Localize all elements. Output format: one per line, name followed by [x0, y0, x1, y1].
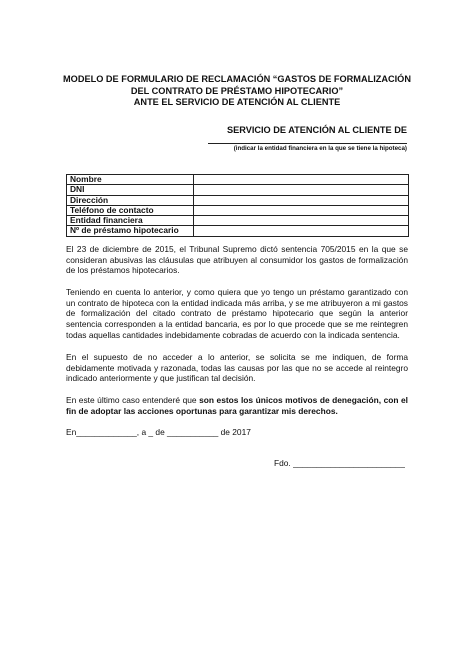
signature-line[interactable]: Fdo. ________________________: [274, 458, 405, 468]
row-label-direccion: Dirección: [67, 195, 194, 205]
row-label-nombre: Nombre: [67, 175, 194, 185]
table-row: [67, 195, 409, 205]
table-row: [67, 226, 409, 236]
paragraph-derechos-bold: son estos los únicos motivos de denegación, con el fin de adoptar las acciones oportunas para garantizar mis derechos.: [66, 395, 408, 416]
paragraph-sentencia: El 23 de diciembre de 2015, el Tribunal Supremo dictó sentencia 705/2015 en la que se consideran abusivas las cláusulas que atribuyen al consumidor los gastos de formalización de los préstamos hipotecarios.: [66, 244, 408, 276]
row-label-dni: DNI: [67, 185, 194, 195]
document-title: [40, 74, 434, 109]
paragraph-denegacion: En el supuesto de no acceder a lo anterior, se solicita se me indiquen, de forma debidamente motivada y razonada, todas las causas por las que no se accede al reintegro indicado anteriormente y que justifican tal decisión.: [66, 352, 408, 384]
row-value-prestamo[interactable]: [194, 226, 409, 236]
entity-blank-line[interactable]: [208, 143, 407, 144]
title-line-1: MODELO DE FORMULARIO DE RECLAMACIÓN “GASTOS DE FORMALIZACIÓN: [63, 74, 411, 84]
paragraph-derechos: [66, 395, 408, 416]
row-value-telefono[interactable]: [194, 205, 409, 215]
table-row: [67, 175, 409, 185]
row-label-telefono: Teléfono de contacto: [67, 205, 194, 215]
row-label-prestamo: Nº de préstamo hipotecario: [67, 226, 194, 236]
row-label-entidad: Entidad financiera: [67, 216, 194, 226]
row-value-nombre[interactable]: [194, 175, 409, 185]
table-row: [67, 205, 409, 215]
row-value-entidad[interactable]: [194, 216, 409, 226]
paragraph-derechos-normal: En este último caso entenderé que: [66, 395, 200, 405]
entity-hint: (indicar la entidad financiera en la que se tiene la hipoteca): [233, 145, 407, 152]
table-row: [67, 216, 409, 226]
row-value-dni[interactable]: [194, 185, 409, 195]
row-value-direccion[interactable]: [194, 195, 409, 205]
paragraph-reintegro: Teniendo en cuenta lo anterior, y como quiera que yo tengo un préstamo garantizado con un contrato de hipoteca con la entidad indicada más arriba, y se me atribuyeron a mi gastos de formalización del citado contrato de préstamo hipotecario que según la anterior sentencia corresponden a la entidad bancaria, es por lo que procede que se me reintegren todas aquellas cantidades indebidamente cobradas de acuerdo con la indicada sentencia.: [66, 287, 408, 340]
personal-data-table: [66, 174, 409, 237]
service-heading: SERVICIO DE ATENCIÓN AL CLIENTE DE: [226, 125, 407, 135]
table-row: [67, 185, 409, 195]
title-line-3: ANTE EL SERVICIO DE ATENCIÓN AL CLIENTE: [133, 97, 341, 108]
title-line-2: DEL CONTRATO DE PRÉSTAMO HIPOTECARIO”: [130, 85, 344, 96]
date-place-line[interactable]: En_____________, a _ de ___________ de 2017: [66, 427, 251, 437]
